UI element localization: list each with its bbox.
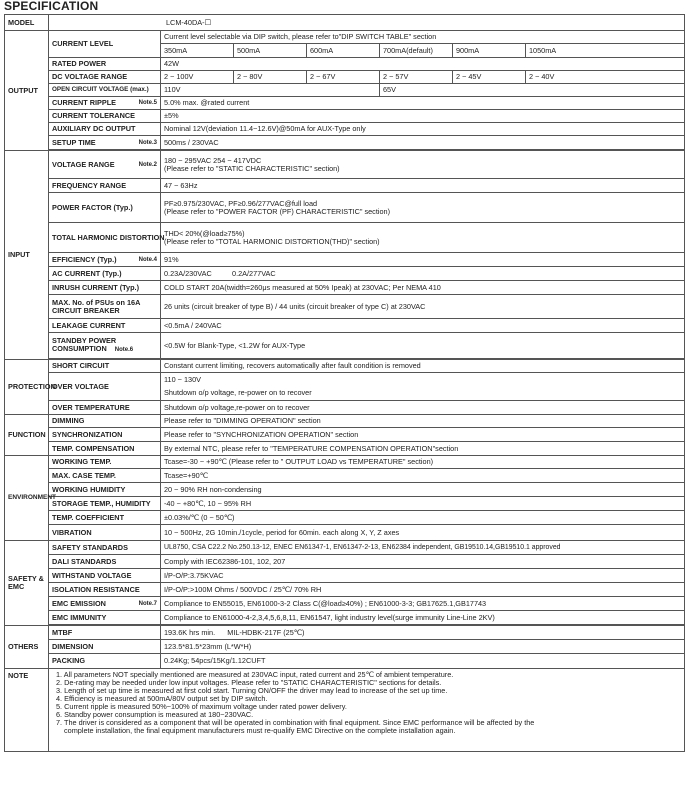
temp-comp-label: TEMP. COMPENSATION [49, 442, 161, 456]
group-environment: ENVIRONMENT [5, 456, 49, 541]
standby-value: <0.5W for Blank-Type, <1.2W for AUX-Type [161, 333, 685, 359]
current-900: 900mA [453, 44, 526, 58]
storage-value: -40 ~ +80℃, 10 ~ 95% RH [161, 497, 685, 511]
humidity-label: WORKING HUMIDITY [49, 483, 161, 497]
immunity-label: EMC IMMUNITY [49, 611, 161, 625]
aux-value: Nominal 12V(deviation 11.4~12.6V)@50mA for AUX-Type only [161, 123, 685, 136]
dim-label: DIMMING [49, 415, 161, 428]
model-label: MODEL [5, 15, 49, 31]
case-temp-value: Tcase=+90℃ [161, 469, 685, 483]
sync-value: Please refer to "SYNCHRONIZATION OPERATION" section [161, 428, 685, 442]
dim-value: Please refer to "DIMMING OPERATION" section [161, 415, 685, 428]
emission-label-text: EMC EMISSION [52, 598, 106, 608]
ac-label: AC CURRENT (Typ.) [49, 267, 161, 281]
withstand-label: WITHSTAND VOLTAGE [49, 569, 161, 583]
aux-label: AUXILIARY DC OUTPUT [49, 123, 161, 136]
setup-value: 500ms / 230VAC [161, 136, 685, 150]
tolerance-value: ±5% [161, 110, 685, 123]
ripple-label-text: CURRENT RIPPLE [52, 98, 117, 107]
eff-label-text: EFFICIENCY (Typ.) [52, 254, 117, 264]
group-input: INPUT [5, 151, 49, 360]
current-level-label: CURRENT LEVEL [49, 31, 161, 58]
short-value: Constant current limiting, recovers automatically after fault condition is removed [161, 360, 685, 373]
iso-label: ISOLATION RESISTANCE [49, 583, 161, 597]
dc-voltage-4: 2 ~ 57V [380, 71, 453, 84]
standby-label [49, 333, 161, 359]
rated-power-label: RATED POWER [49, 58, 161, 71]
ot-label: OVER TEMPERATURE [49, 401, 161, 415]
group-protection: PROTECTION [5, 360, 49, 415]
voltage-value-2: (Please refer to "STATIC CHARACTERISTIC" section) [164, 163, 340, 173]
dali-value: Comply with IEC62386-101, 102, 207 [161, 555, 685, 569]
packing-label: PACKING [49, 654, 161, 669]
immunity-value: Compliance to EN61000-4-2,3,4,5,6,8,11, EN61547, light industry level(surge immunity Line-Line 2KV) [161, 611, 685, 625]
ocv-value-1: 110V [161, 84, 380, 97]
sync-label: SYNCHRONIZATION [49, 428, 161, 442]
inrush-label: INRUSH CURRENT (Typ.) [49, 281, 161, 295]
emission-label [49, 597, 161, 611]
vibration-label: VIBRATION [49, 525, 161, 541]
spec-table [4, 14, 685, 752]
ov-label: OVER VOLTAGE [49, 373, 161, 401]
setup-label-text: SETUP TIME [52, 137, 96, 147]
mtbf-label: MTBF [49, 626, 161, 640]
dimension-value: 123.5*81.5*23mm (L*W*H) [161, 640, 685, 654]
dc-voltage-1: 2 ~ 100V [161, 71, 234, 84]
group-safety-2: EMC [8, 582, 25, 591]
withstand-value: I/P-O/P:3.75KVAC [161, 569, 685, 583]
eff-note: Note.4 [138, 256, 157, 263]
eff-value: 91% [161, 253, 685, 267]
emission-value: Compliance to EN55015, EN61000-3-2 Class C(@load≥40%) ; EN61000-3-3; GB17625.1,GB17743 [161, 597, 685, 611]
humidity-value: 20 ~ 90% RH non-condensing [161, 483, 685, 497]
dali-label: DALI STANDARDS [49, 555, 161, 569]
coef-value: ±0.03%/℃ (0 ~ 50℃) [161, 511, 685, 525]
temp-comp-value: By external NTC, please refer to "TEMPERATURE COMPENSATION OPERATION"section [161, 442, 685, 456]
short-label: SHORT CIRCUIT [49, 360, 161, 373]
current-700: 700mA(default) [380, 44, 453, 58]
note-4: 4. Efficiency is measured at 500mA/80V output set by DIP switch. [56, 694, 268, 703]
ac-value: 0.23A/230VAC 0.2A/277VAC [161, 267, 685, 281]
ocv-value-2: 65V [380, 84, 685, 97]
thd-value-1: THD< 20%(@load≥75%) [164, 228, 245, 238]
current-500: 500mA [234, 44, 307, 58]
page-title: SPECIFICATION [4, 0, 99, 13]
vibration-value: 10 ~ 500Hz, 2G 10min./1cycle, period for 60min. each along X, Y, Z axes [161, 525, 685, 541]
storage-label: STORAGE TEMP., HUMIDITY [49, 497, 161, 511]
dc-voltage-label: DC VOLTAGE RANGE [49, 71, 161, 84]
thd-label: TOTAL HARMONIC DISTORTION [49, 223, 161, 253]
group-function: FUNCTION [5, 415, 49, 456]
ripple-value: 5.0% max. @rated current [161, 97, 685, 110]
safety-std-value: UL8750, CSA C22.2 No.250.13-12, ENEC EN61347-1, EN61347-2-13, EN62384 independent, GB19510.14,GB19510.1 approved [161, 541, 685, 555]
ov-value-1: 110 ~ 130V [164, 375, 201, 384]
ot-value: Shutdown o/p voltage,re-power on to recover [161, 401, 685, 415]
standby-label-text: STANDBY POWER CONSUMPTION [52, 336, 117, 353]
leak-value: <0.5mA / 240VAC [161, 319, 685, 333]
note-7: 7. The driver is considered as a component that will be operated in combination with final equipment. Since EMC performance will be affected by the [56, 718, 535, 727]
dimension-label: DIMENSION [49, 640, 161, 654]
maxpsu-label: MAX. No. of PSUs on 16A CIRCUIT BREAKER [49, 295, 161, 319]
ocv-label: OPEN CIRCUIT VOLTAGE (max.) [49, 84, 161, 97]
voltage-label-text: VOLTAGE RANGE [52, 159, 115, 169]
model-value: LCM-40DA-☐ [49, 15, 685, 31]
pf-value-2: (Please refer to "POWER FACTOR (PF) CHARACTERISTIC" section) [164, 206, 391, 216]
group-others: OTHERS [5, 626, 49, 669]
packing-value: 0.24Kg; 54pcs/15Kg/1.12CUFT [161, 654, 685, 669]
group-output: OUTPUT [5, 31, 49, 151]
setup-label [49, 136, 161, 150]
note-3: 3. Length of set up time is measured at first cold start. Turning ON/OFF the driver may lead to increase of the set up time. [56, 686, 448, 695]
iso-value: I/P-O/P:>100M Ohms / 500VDC / 25℃/ 70% RH [161, 583, 685, 597]
rated-power-value: 42W [161, 58, 685, 71]
voltage-note: Note.2 [138, 161, 157, 168]
current-350: 350mA [161, 44, 234, 58]
work-temp-label: WORKING TEMP. [49, 456, 161, 469]
case-temp-label: MAX. CASE TEMP. [49, 469, 161, 483]
standby-note: Note.6 [114, 347, 134, 353]
freq-value: 47 ~ 63Hz [161, 179, 685, 193]
ov-value-2: Shutdown o/p voltage, re-power on to recover [164, 388, 312, 397]
note-2: 2. De-rating may be needed under low input voltages. Please refer to "STATIC CHARACTERISTIC" sections for details. [56, 678, 442, 687]
ripple-note: Note.5 [138, 100, 157, 106]
safety-std-label: SAFETY STANDARDS [49, 541, 161, 555]
emission-note: Note.7 [138, 600, 157, 607]
group-safety-1: SAFETY & [8, 574, 44, 583]
note-6: 6. Standby power consumption is measured at 180~230VAC. [56, 710, 254, 719]
pf-value-1: PF≥0.975/230VAC, PF≥0.96/277VAC@full load [164, 198, 318, 208]
current-level-note: Current level selectable via DIP switch, please refer to"DIP SWITCH TABLE" section [161, 31, 685, 44]
mtbf-value: 193.6K hrs min. MIL-HDBK-217F (25℃) [161, 626, 685, 640]
group-safety [5, 541, 49, 626]
voltage-label [49, 151, 161, 179]
inrush-value: COLD START 20A(twidth=260μs measured at 50% Ipeak) at 230VAC; Per NEMA 410 [161, 281, 685, 295]
dc-voltage-6: 2 ~ 40V [526, 71, 685, 84]
note-1: 1. All parameters NOT specially mentioned are measured at 230VAC input, rated current and 25℃ of ambient temperature. [56, 670, 454, 679]
dc-voltage-5: 2 ~ 45V [453, 71, 526, 84]
maxpsu-value: 26 units (circuit breaker of type B) / 44 units (circuit breaker of type C) at 230VAC [161, 295, 685, 319]
pf-label: POWER FACTOR (Typ.) [49, 193, 161, 223]
thd-value-2: (Please refer to "TOTAL HARMONIC DISTORTION(THD)" section) [164, 236, 380, 246]
group-note: NOTE [5, 669, 49, 752]
voltage-value-1: 180 ~ 295VAC 254 ~ 417VDC [164, 155, 262, 165]
freq-label: FREQUENCY RANGE [49, 179, 161, 193]
tolerance-label: CURRENT TOLERANCE [49, 110, 161, 123]
work-temp-value: Tcase=-30 ~ +90℃ (Please refer to " OUTPUT LOAD vs TEMPERATURE" section) [161, 456, 685, 469]
dc-voltage-2: 2 ~ 80V [234, 71, 307, 84]
dc-voltage-3: 2 ~ 67V [307, 71, 380, 84]
note-7-cont: complete installation, the final equipment manufacturers must re-qualify EMC Directive on the complete installation again. [64, 726, 456, 735]
setup-note: Note.3 [138, 139, 157, 146]
ripple-label [49, 97, 161, 110]
current-600: 600mA [307, 44, 380, 58]
note-5: 5. Current ripple is measured 50%~100% of maximum voltage under rated power delivery. [56, 702, 347, 711]
leak-label: LEAKAGE CURRENT [49, 319, 161, 333]
current-1050: 1050mA [526, 44, 685, 58]
eff-label [49, 253, 161, 267]
coef-label: TEMP. COEFFICIENT [49, 511, 161, 525]
